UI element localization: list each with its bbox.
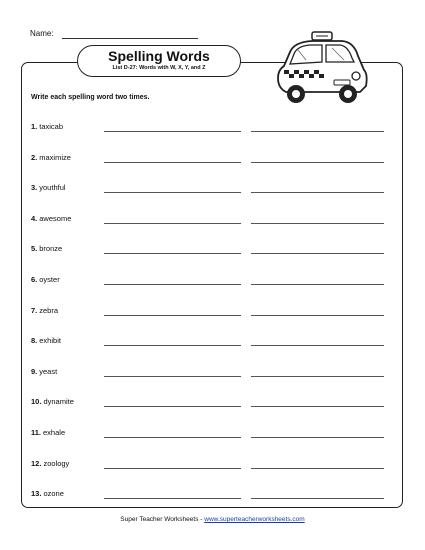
write-line-2[interactable] [251, 376, 384, 377]
spelling-word: exhibit [39, 336, 61, 346]
spelling-word: awesome [39, 213, 72, 223]
directions: Write each spelling word two times. [31, 94, 150, 101]
word-number: 3. [31, 183, 38, 193]
word-number: 6. [31, 275, 38, 284]
word-row [31, 153, 391, 165]
word-number: 5. [31, 244, 38, 254]
word-row [31, 428, 391, 440]
write-line-1[interactable] [104, 498, 241, 499]
write-line-2[interactable] [251, 315, 384, 316]
spelling-word: exhale [43, 428, 66, 437]
spelling-word: youthful [39, 183, 66, 193]
spelling-word: oyster [39, 275, 60, 284]
page-subtitle: List D-27: Words with W, X, Y, and Z [112, 65, 206, 71]
spelling-word: zebra [39, 305, 59, 315]
title-pill [77, 45, 241, 77]
write-line-1[interactable] [104, 253, 241, 254]
taxi-icon [272, 30, 372, 106]
word-number: 1. [31, 122, 38, 131]
write-line-1[interactable] [104, 162, 241, 163]
word-number: 4. [31, 213, 38, 223]
write-line-1[interactable] [104, 315, 241, 316]
write-line-2[interactable] [251, 498, 384, 499]
word-number: 10. [31, 397, 42, 407]
spelling-word: taxicab [39, 122, 64, 131]
word-number: 9. [31, 366, 38, 376]
word-row [31, 183, 391, 195]
name-line[interactable] [62, 38, 198, 39]
write-line-2[interactable] [251, 345, 384, 346]
word-number: 13. [31, 489, 42, 499]
write-line-1[interactable] [104, 468, 241, 469]
name-label: Name: [30, 29, 54, 38]
word-number: 11. [31, 428, 42, 437]
write-line-2[interactable] [251, 131, 384, 132]
write-line-1[interactable] [104, 406, 241, 407]
footer-link[interactable]: www.superteacherworksheets.com [204, 516, 305, 523]
write-line-2[interactable] [251, 253, 384, 254]
write-line-2[interactable] [251, 468, 384, 469]
write-line-2[interactable] [251, 223, 384, 224]
spelling-word: maximize [39, 152, 71, 162]
word-row [31, 214, 391, 226]
spelling-word: yeast [39, 366, 58, 376]
word-number: 7. [31, 305, 38, 315]
footer-text: Super Teacher Worksheets - [120, 516, 205, 523]
write-line-1[interactable] [104, 284, 241, 285]
write-line-1[interactable] [104, 376, 241, 377]
write-line-2[interactable] [251, 162, 384, 163]
word-row [31, 367, 391, 379]
spelling-word: bronze [39, 244, 63, 254]
write-line-1[interactable] [104, 223, 241, 224]
word-number: 12. [31, 458, 42, 468]
word-row [31, 275, 391, 287]
write-line-1[interactable] [104, 192, 241, 193]
word-row [31, 244, 391, 256]
spelling-word: ozone [43, 489, 64, 499]
spelling-word: zoology [43, 458, 70, 468]
word-row [31, 336, 391, 348]
word-number: 8. [31, 336, 38, 346]
word-row [31, 122, 391, 134]
footer [0, 516, 425, 523]
word-row [31, 459, 391, 471]
write-line-2[interactable] [251, 437, 384, 438]
page-title: Spelling Words [108, 48, 210, 64]
word-row [31, 489, 391, 501]
write-line-2[interactable] [251, 406, 384, 407]
write-line-2[interactable] [251, 284, 384, 285]
write-line-1[interactable] [104, 345, 241, 346]
write-line-2[interactable] [251, 192, 384, 193]
write-line-1[interactable] [104, 131, 241, 132]
word-number: 2. [31, 152, 38, 162]
write-line-1[interactable] [104, 437, 241, 438]
word-row [31, 397, 391, 409]
word-row [31, 306, 391, 318]
spelling-word: dynamite [43, 397, 74, 407]
